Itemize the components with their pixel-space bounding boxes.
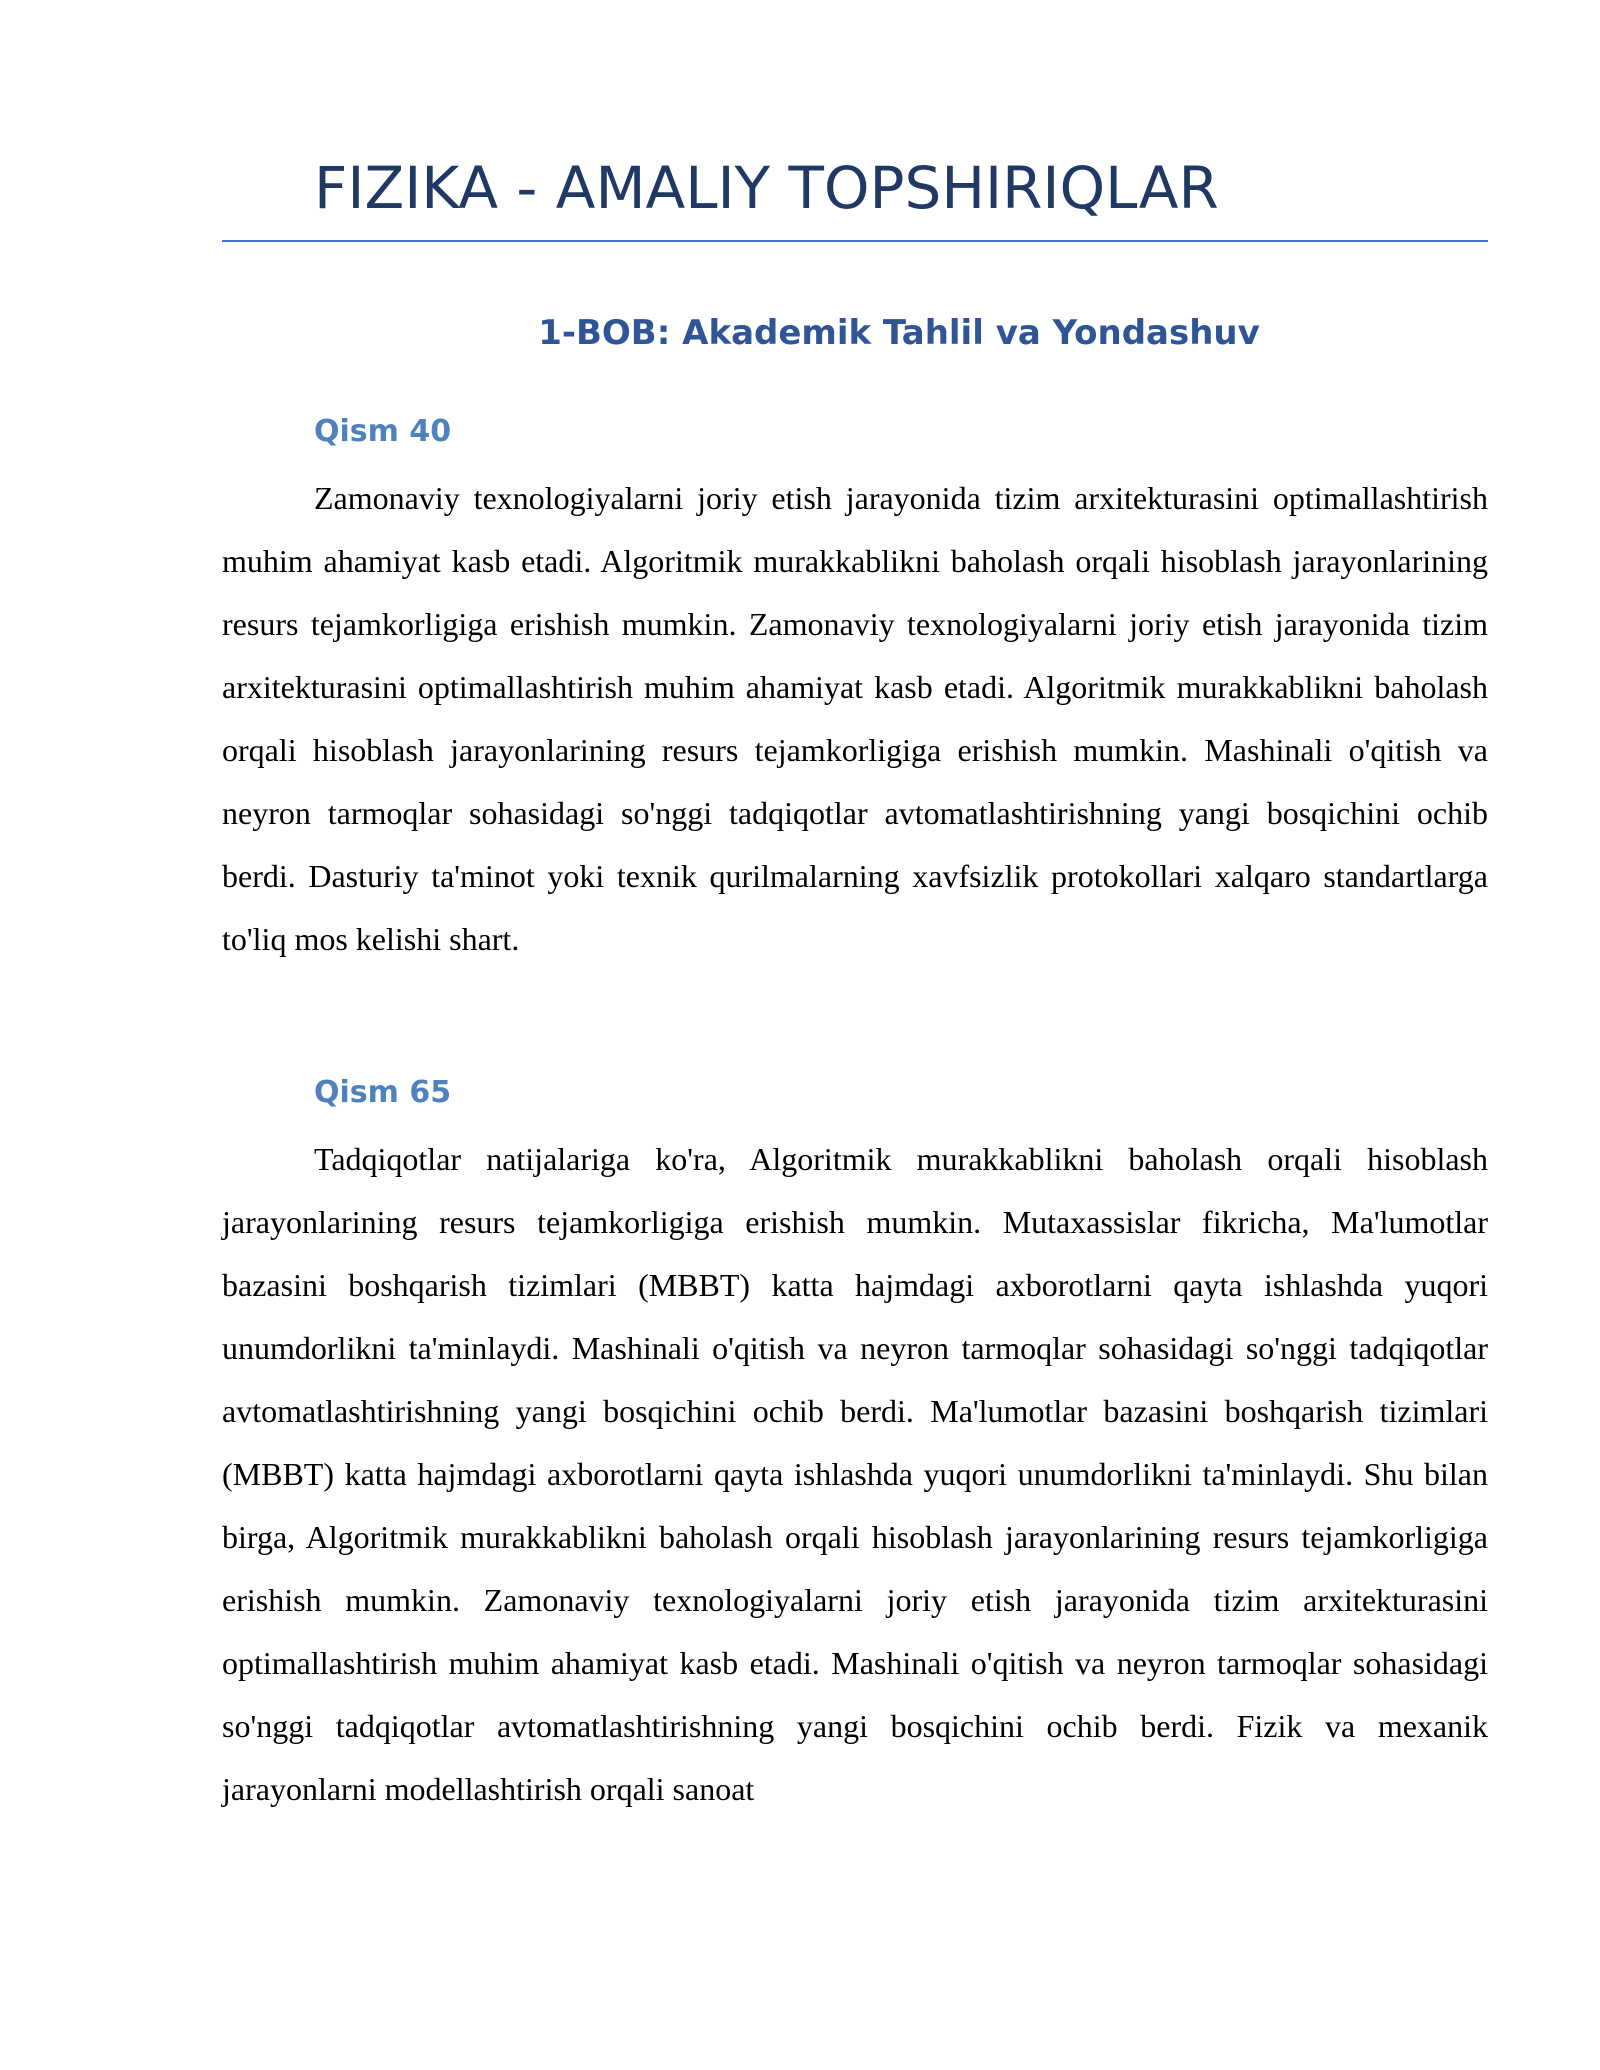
chapter-heading: 1-BOB: Akademik Tahlil va Yondashuv [538, 313, 1260, 353]
document-title: FIZIKA - AMALIY TOPSHIRIQLAR [314, 154, 1219, 222]
section-heading-qism-65: Qism 65 [314, 1075, 452, 1110]
title-underline-rule [222, 240, 1488, 242]
section-paragraph-qism-40: Zamonaviy texnologiyalarni joriy etish jarayonida tizim arxitekturasini optimallashtirish muhim ahamiyat kasb etadi. Algoritmik murakkablikni baholash orqali hisoblash jarayonlarining resurs tejamkorligiga erishish mumkin. Zamonaviy texnologiyalarni joriy etish jarayonida tizim arxitekturasini optimallashtirish muhim ahamiyat kasb etadi. Algoritmik murakkablikni baholash orqali hisoblash jarayonlarining resurs tejamkorligiga erishish mumkin. Mashinali o'qitish va neyron tarmoqlar sohasidagi so'nggi tadqiqotlar avtomatlashtirishning yangi bosqichini ochib berdi. Dasturiy ta'minot yoki texnik qurilmalarning xavfsizlik protokollari xalqaro standartlarga to'liq mos kelishi shart. [222, 480, 1488, 957]
section-paragraph-qism-65: Tadqiqotlar natijalariga ko'ra, Algoritmik murakkablikni baholash orqali hisoblash jarayonlarining resurs tejamkorligiga erishish mumkin. Mutaxassislar fikricha, Ma'lumotlar bazasini boshqarish tizimlari (MBBT) katta hajmdagi axborotlarni qayta ishlashda yuqori unumdorlikni ta'minlaydi. Mashinali o'qitish va neyron tarmoqlar sohasidagi so'nggi tadqiqotlar avtomatlashtirishning yangi bosqichini ochib berdi. Ma'lumotlar bazasini boshqarish tizimlari (MBBT) katta hajmdagi axborotlarni qayta ishlashda yuqori unumdorlikni ta'minlaydi. Shu bilan birga, Algoritmik murakkablikni baholash orqali hisoblash jarayonlarining resurs tejamkorligiga erishish mumkin. Zamonaviy texnologiyalarni joriy etish jarayonida tizim arxitekturasini optimallashtirish muhim ahamiyat kasb etadi. Mashinali o'qitish va neyron tarmoqlar sohasidagi so'nggi tadqiqotlar avtomatlashtirishning yangi bosqichini ochib berdi. Fizik va mexanik jarayonlarni modellashtirish orqali sanoat [222, 1141, 1488, 1807]
section-heading-qism-40: Qism 40 [314, 414, 452, 449]
